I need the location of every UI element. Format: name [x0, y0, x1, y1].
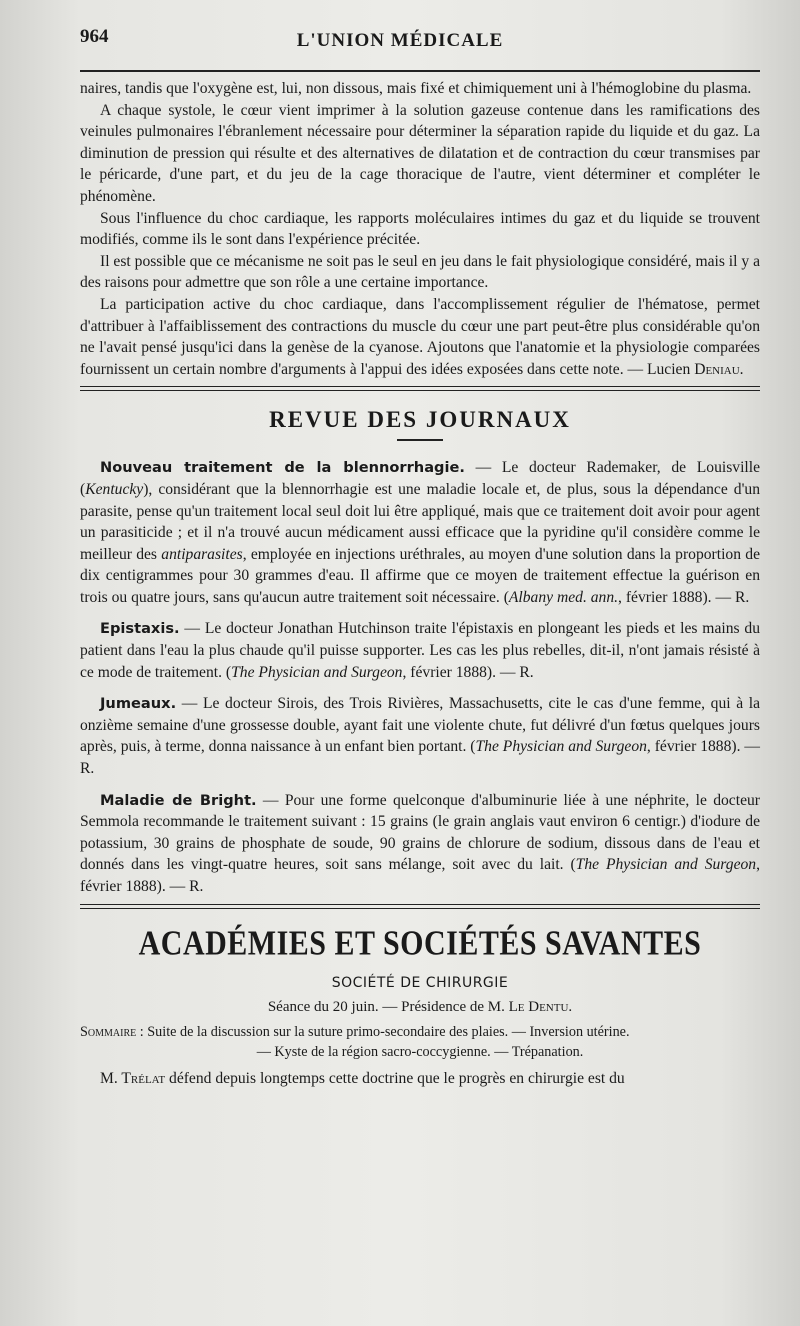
sommaire-text-1: : Suite de la discussion sur la suture primo-secondaire des plaies. — Inversion utérine.	[136, 1023, 630, 1040]
article-italic: antiparasites	[161, 545, 243, 563]
final-text: défend depuis longtemps cette doctrine que le progrès en chirurgie est du	[165, 1069, 625, 1087]
article-italic: Albany med. ann.	[508, 588, 619, 606]
sommaire-label: Sommaire	[80, 1023, 137, 1040]
article-epistaxis	[80, 618, 760, 683]
journal-title: L'UNION MÉDICALE	[296, 30, 504, 51]
article-bright	[80, 790, 760, 898]
academies-section-title: ACADÉMIES ET SOCIÉTÉS SAVANTES	[138, 924, 702, 962]
spacer	[80, 683, 760, 693]
header-rule	[80, 70, 760, 72]
article-heading: Nouveau traitement de la blennorrhagie.	[100, 459, 465, 477]
article-blennorrhagie	[80, 457, 760, 608]
spacer	[80, 608, 760, 618]
intro-paragraph-1: naires, tandis que l'oxygène est, lui, non dissous, mais fixé et chimiquement uni à l'hémoglobine du plasma.	[80, 80, 752, 97]
final-speaker: M. Trélat	[100, 1069, 166, 1087]
article-text: , février 1888). — R.	[402, 663, 534, 681]
article-heading: Maladie de Bright.	[100, 791, 257, 809]
intro-paragraph-3: Sous l'influence du choc cardiaque, les rapports moléculaires intimes du gaz et du liquide se trouvent modifiés, comme ils le sont dans l'expérience précitée.	[80, 209, 760, 249]
society-title: SOCIÉTÉ DE CHIRURGIE	[331, 974, 509, 991]
article-heading: Epistaxis.	[100, 620, 180, 638]
intro-author: Deniau.	[694, 360, 744, 378]
seance-president: Le Dentu.	[508, 998, 573, 1015]
running-head	[80, 26, 760, 62]
article-italic: The Physician and Surgeon	[575, 856, 757, 874]
article-text: , février 1888). — R.	[618, 588, 750, 606]
sommaire-line-1	[80, 1022, 760, 1042]
sommaire	[80, 1022, 760, 1062]
article-text: — Le docteur Sirois, des Trois Rivières, Massachusetts, cite le cas d'une femme, qui à la onzième semaine d'une grossesse double, ayant fait une violente chute, fut délivré d'un fœtus quelques jours après, puis, à terme, donna naissance à un enfant bien portant. (	[80, 695, 760, 756]
intro-paragraph-5-text: La participation active du choc cardiaque, dans l'accomplissement régulier de l'hématose, permet d'attribuer à l'affaiblissement des contractions du muscle du cœur une part peut-être plus considérable qu'on ne l'avait pensé jusqu'ici dans la genèse de la cyanose. Ajoutons que l'anatomie et la physiologie comparées fournissent un certain nombre d'arguments à l'appui des idées exposées dans cette note. — Lucien	[80, 295, 760, 378]
section-divider-1	[80, 386, 760, 391]
spacer	[80, 780, 760, 790]
article-text: — Le docteur Rademaker, de Louisville (	[80, 459, 760, 498]
intro-paragraph-5	[80, 294, 760, 380]
intro-paragraph-4: Il est possible que ce mécanisme ne soit pas le seul en jeu dans le fait physiologique considéré, mais il y a des raisons pour admettre que son rôle a une certaine importance.	[80, 252, 760, 292]
article-italic: Kentucky	[85, 480, 144, 498]
section-divider-2	[80, 904, 760, 909]
article-text: , février 1888). — R.	[80, 856, 760, 895]
intro-paragraph-2: A chaque systole, le cœur vient imprimer à la solution gazeuse contenue dans les ramifications des veinules pulmonaires l'ébranlement nécessaire pour déterminer la séparation rapide du liquide et du gaz. La diminution de pression qui résulte et des alternatives de dilatation et de contraction du cœur transmises par le péricarde, d'une part, et du jeu de la cage thoracique de l'autre, vient déterminer et compléter le phénomène.	[80, 101, 760, 205]
revue-section-title: REVUE DES JOURNAUX	[269, 407, 571, 433]
article-italic: The Physician and Surgeon	[475, 738, 647, 756]
article-jumeaux	[80, 693, 760, 779]
article-heading: Jumeaux.	[100, 695, 177, 713]
seance-line	[80, 999, 760, 1016]
article-text: , février 1888). — R.	[80, 738, 760, 778]
article-text: — Pour une forme quelconque d'albuminurie liée à une néphrite, le docteur Semmola recommande le traitement suivant : 15 grains (le grain anglais vaut environ 6 centigr.) d'iodure de potassium, 30 grains de phosphate de soude, 90 grains de chlorure de sodium, dissous dans de l'eau et donnés dans les vingt-quatre heures, soit sans mélange, soit avec du lait. (	[80, 791, 760, 874]
revue-title-rule	[397, 439, 443, 441]
article-text: — Le docteur Jonathan Hutchinson traite l'épistaxis en plongeant les pieds et les mains du patient dans l'eau la plus chaude qu'il puisse supporter. Les cas les plus rebelles, dit-il, n'ont jamais résisté à ce mode de traitement. (	[80, 620, 760, 681]
article-text: ), considérant que la blennorrhagie est une maladie locale et, de plus, sous la dépendance d'un parasite, pense qu'un traitement local seul doit lui être appliqué, mais que ce traitement doit avoir pour agent un parasiticide ; et il n'a trouvé aucun médicament aussi efficace que la pyridine qu'il considère comme le meilleur des	[80, 480, 760, 563]
page-number: 964	[80, 26, 109, 47]
article-text: , employée en injections uréthrales, au moyen d'une solution dans la proportion de dix centigrammes pour 30 grammes d'eau. Il affirme que ce moyen de traitement effectue la guérison en trois ou quatre jours, sans qu'aucun autre traitement soit nécessaire. (	[80, 545, 760, 606]
final-paragraph	[80, 1068, 760, 1090]
seance-text: Séance du 20 juin. — Présidence de M.	[267, 998, 505, 1015]
sommaire-line-2: — Kyste de la région sacro-coccygienne. — Trépanation.	[256, 1043, 584, 1060]
article-italic: The Physician and Surgeon	[231, 663, 403, 681]
